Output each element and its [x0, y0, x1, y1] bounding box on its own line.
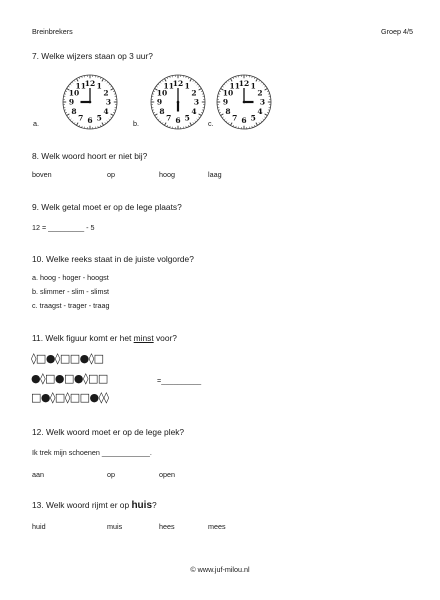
clock-tick: [220, 91, 221, 92]
clock-numeral-4: 4: [257, 106, 263, 116]
clock-tick: [156, 117, 157, 118]
q10-option-a: a. hoog - hoger - hoogst: [32, 273, 109, 282]
clock-tick: [190, 123, 191, 125]
clock-tick: [195, 121, 196, 122]
clock-tick: [199, 114, 201, 115]
clock-tick: [158, 119, 159, 120]
shape-row-3: □●◊□◊□□●◊◊: [31, 391, 109, 404]
footer-copyright: © www.juf-milou.nl: [190, 565, 250, 574]
clock-numeral-5: 5: [184, 113, 190, 123]
clock-tick: [102, 123, 103, 125]
clock-numeral-11: 11: [229, 81, 240, 91]
clock-tick: [228, 122, 229, 123]
clock-tick: [256, 79, 257, 81]
clock-numeral-6: 6: [87, 116, 93, 126]
clock-numeral-7: 7: [232, 113, 238, 123]
q8-option-hoog: hoog: [159, 170, 175, 179]
q10-option-b: b. slimmer - slim - slimst: [32, 287, 110, 296]
question-11-post: voor?: [153, 333, 177, 343]
clock-tick: [263, 119, 264, 120]
clock-tick: [263, 84, 264, 85]
clock-tick: [199, 89, 201, 90]
clock-tick: [70, 84, 71, 85]
clock-numeral-1: 1: [250, 81, 256, 91]
clock-tick: [264, 86, 265, 87]
q9-equation: 12 = _________ - 5: [32, 223, 95, 232]
clock-tick: [160, 121, 161, 122]
clock-tick: [226, 121, 227, 122]
clock-tick: [105, 122, 106, 123]
clock-tick: [261, 82, 262, 83]
clock-tick: [74, 122, 75, 123]
clock-center-dot: [243, 101, 246, 104]
clock-numeral-7: 7: [78, 113, 84, 123]
clock-numeral-3: 3: [105, 97, 112, 107]
clock-tick: [102, 79, 103, 81]
clock-tick: [259, 122, 260, 123]
clock-tick: [107, 82, 108, 83]
clock-tick: [267, 91, 268, 92]
clock-tick: [105, 80, 106, 81]
header-left: Breinbrekers: [32, 27, 73, 36]
clock-tick: [226, 82, 227, 83]
clock-numeral-12: 12: [84, 79, 96, 89]
question-8: 8. Welk woord hoort er niet bij?: [32, 151, 148, 161]
clock-tick: [188, 78, 189, 79]
clock-numeral-9: 9: [156, 97, 163, 107]
clock-tick: [193, 80, 194, 81]
clock-tick: [72, 82, 73, 83]
question-13-pre: 13. Welk woord rijmt er op: [32, 500, 132, 510]
clock-tick: [167, 78, 168, 79]
q10-option-c: c. traagst - trager - traag: [32, 301, 110, 310]
q8-option-boven: boven: [32, 170, 52, 179]
clock-tick: [190, 79, 191, 81]
clock-tick: [165, 123, 166, 125]
clock-c-label: c.: [208, 119, 214, 128]
clock-a-icon: [60, 72, 120, 132]
clock-numeral-12: 12: [172, 79, 184, 89]
clock-center-dot: [89, 101, 92, 104]
clock-tick: [256, 123, 257, 125]
clock-tick: [233, 78, 234, 79]
clock-tick: [107, 121, 108, 122]
question-11: [32, 333, 177, 343]
clock-tick: [198, 86, 199, 87]
q12-option-aan: aan: [32, 470, 44, 479]
clock-tick: [193, 122, 194, 123]
clock-tick: [79, 125, 80, 126]
clock-tick: [155, 114, 157, 115]
q12-sentence: Ik trek mijn schoenen ____________.: [32, 448, 152, 457]
clock-numeral-5: 5: [96, 113, 102, 123]
clock-tick: [222, 86, 223, 87]
clock-numeral-2: 2: [103, 88, 109, 98]
clock-tick: [259, 80, 260, 81]
clock-tick: [261, 121, 262, 122]
q13-option-huid: huid: [32, 522, 46, 531]
question-9: 9. Welk getal moet er op de lege plaats?: [32, 202, 182, 212]
clock-tick: [254, 125, 255, 126]
clock-tick: [158, 84, 159, 85]
clock-tick: [154, 112, 155, 113]
clock-tick: [68, 117, 69, 118]
clock-tick: [111, 89, 113, 90]
clock-numeral-3: 3: [259, 97, 266, 107]
clock-b-label: b.: [133, 119, 139, 128]
clock-tick: [66, 112, 67, 113]
clock-face: [148, 72, 208, 132]
clock-tick: [66, 91, 67, 92]
clock-numeral-8: 8: [71, 106, 77, 116]
q13-option-mees: mees: [208, 522, 226, 531]
clock-tick: [167, 125, 168, 126]
q13-option-muis: muis: [107, 522, 123, 531]
clock-tick: [224, 84, 225, 85]
clock-a-label: a.: [33, 119, 39, 128]
clock-numeral-3: 3: [193, 97, 200, 107]
clock-numeral-8: 8: [225, 106, 231, 116]
header-right: Groep 4/5: [381, 27, 413, 36]
clock-tick: [264, 117, 265, 118]
clock-tick: [113, 91, 114, 92]
clock-numeral-8: 8: [159, 106, 165, 116]
clock-tick: [195, 82, 196, 83]
clock-tick: [162, 122, 163, 123]
clock-tick: [109, 119, 110, 120]
clock-tick: [68, 86, 69, 87]
question-7: 7. Welke wijzers staan op 3 uur?: [32, 51, 153, 61]
clock-tick: [109, 84, 110, 85]
clock-numeral-10: 10: [222, 88, 234, 98]
clock-numeral-1: 1: [184, 81, 190, 91]
clock-tick: [265, 114, 267, 115]
clock-tick: [201, 112, 202, 113]
clock-tick: [267, 112, 268, 113]
clock-numeral-2: 2: [257, 88, 263, 98]
clock-tick: [160, 82, 161, 83]
clock-numeral-7: 7: [166, 113, 172, 123]
clock-numeral-4: 4: [103, 106, 109, 116]
shape-row-1: ◊□●◊□□●◊□: [31, 352, 104, 365]
question-10: 10. Welke reeks staat in de juiste volgorde?: [32, 254, 194, 264]
clock-tick: [72, 121, 73, 122]
clock-tick: [197, 119, 198, 120]
clock-tick: [70, 119, 71, 120]
clock-numeral-10: 10: [156, 88, 168, 98]
question-13-post: ?: [152, 500, 157, 510]
clock-tick: [113, 112, 114, 113]
clock-numeral-9: 9: [222, 97, 229, 107]
clock-tick: [222, 117, 223, 118]
clock-tick: [100, 78, 101, 79]
clock-tick: [233, 125, 234, 126]
q11-answer-blank: =__________: [157, 376, 202, 385]
clock-numeral-9: 9: [68, 97, 75, 107]
clock-tick: [254, 78, 255, 79]
clock-tick: [221, 114, 223, 115]
clock-numeral-11: 11: [163, 81, 174, 91]
question-11-pre: 11. Welk figuur komt er het: [32, 333, 134, 343]
clock-numeral-12: 12: [238, 79, 250, 89]
clock-numeral-6: 6: [175, 116, 181, 126]
clock-numeral-2: 2: [191, 88, 197, 98]
clock-tick: [154, 91, 155, 92]
clock-numeral-11: 11: [75, 81, 86, 91]
q12-option-op: op: [107, 470, 115, 479]
clock-tick: [198, 117, 199, 118]
clock-face: [60, 72, 120, 132]
clock-tick: [110, 86, 111, 87]
shape-row-2: ●◊□●□●◊□□: [31, 372, 108, 385]
q8-option-op: op: [107, 170, 115, 179]
clock-tick: [111, 114, 113, 115]
clock-tick: [197, 84, 198, 85]
clock-c-icon: [214, 72, 274, 132]
clock-tick: [188, 125, 189, 126]
clock-tick: [201, 91, 202, 92]
clock-tick: [100, 125, 101, 126]
clock-tick: [79, 78, 80, 79]
q13-option-hees: hees: [159, 522, 175, 531]
clock-tick: [231, 123, 232, 125]
q8-option-laag: laag: [208, 170, 222, 179]
clock-numeral-10: 10: [68, 88, 80, 98]
clock-tick: [156, 86, 157, 87]
clock-tick: [67, 114, 69, 115]
clock-center-dot: [177, 101, 180, 104]
clock-numeral-6: 6: [241, 116, 247, 126]
clock-tick: [265, 89, 267, 90]
question-11-emphasis: minst: [133, 333, 154, 343]
question-12: 12. Welk woord moet er op de lege plek?: [32, 427, 185, 437]
clock-tick: [224, 119, 225, 120]
clock-tick: [77, 123, 78, 125]
question-13-emphasis: huis: [131, 500, 153, 511]
q12-option-open: open: [159, 470, 175, 479]
clock-tick: [220, 112, 221, 113]
clock-numeral-4: 4: [191, 106, 197, 116]
clock-b-icon: [148, 72, 208, 132]
clock-tick: [110, 117, 111, 118]
clock-face: [214, 72, 274, 132]
clock-numeral-1: 1: [96, 81, 102, 91]
question-13: [32, 500, 157, 511]
clock-numeral-5: 5: [250, 113, 256, 123]
